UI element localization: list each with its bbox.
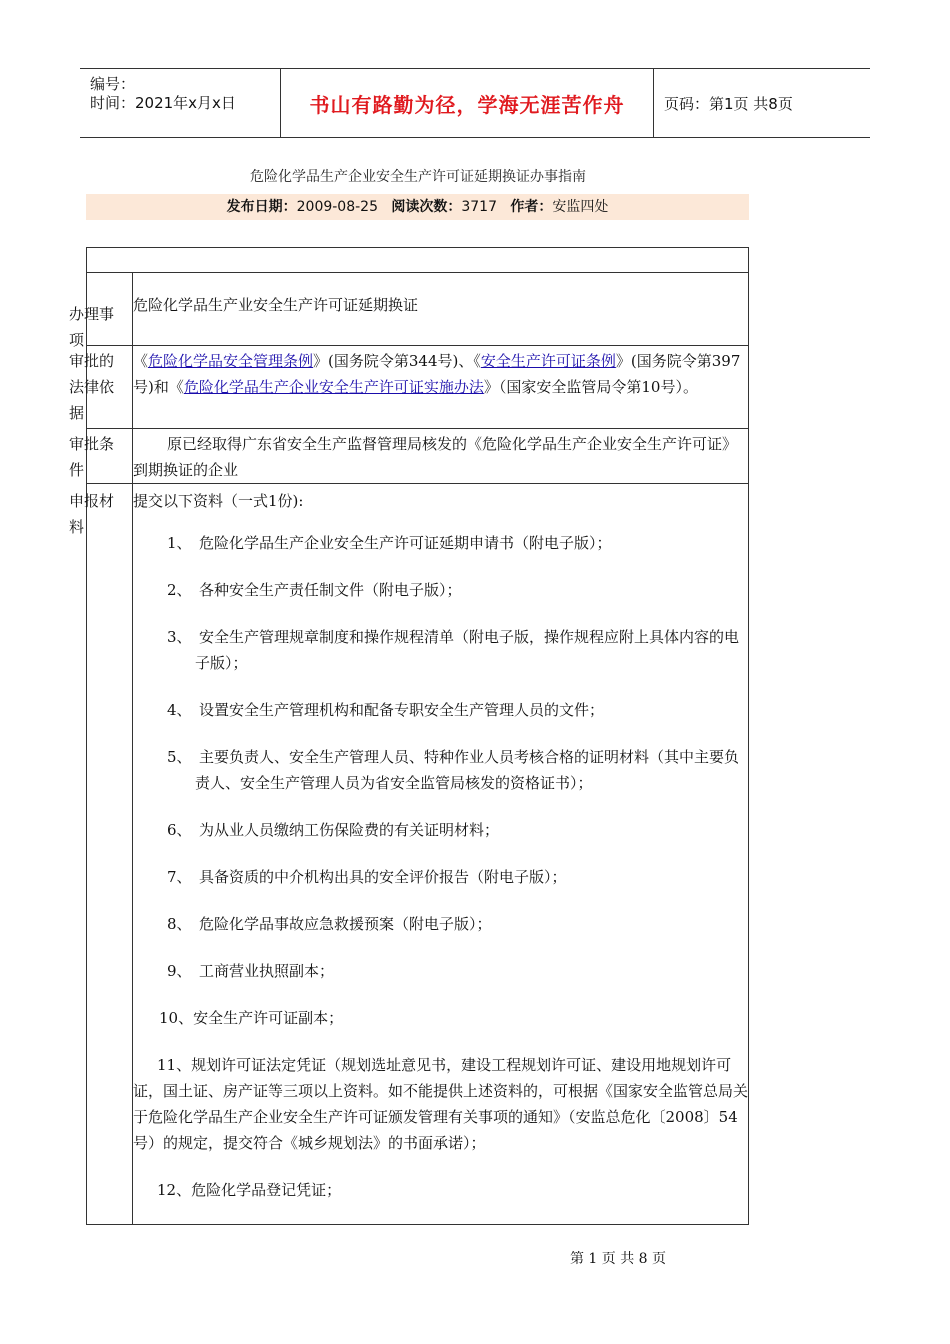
- number-label: 编号：: [90, 75, 136, 93]
- table-row: [87, 484, 749, 1225]
- materials-value-cell: [133, 484, 749, 1225]
- regulation-link-hazardous-chemicals[interactable]: 危险化学品安全管理条例: [148, 352, 314, 370]
- regulation-link-implementation-measures[interactable]: 危险化学品生产企业安全生产许可证实施办法: [183, 378, 484, 396]
- list-item: 7、 具备资质的中介机构出具的安全评价报告（附电子版）；: [167, 868, 567, 886]
- publish-label: 发布日期：: [226, 199, 297, 215]
- table-row: [87, 429, 749, 484]
- conditions-label-cell: [69, 429, 133, 484]
- basis-text-part: 》(国务院令第397号)和《: [133, 352, 741, 396]
- list-item: 1、 危险化学品生产企业安全生产许可证延期申请书（附电子版）；: [167, 534, 612, 552]
- publish-info-bar: [86, 194, 749, 220]
- materials-intro: 提交以下资料（一式1份):: [133, 492, 304, 510]
- page-header: [80, 68, 870, 138]
- basis-text-part: 》（国家安全监管局令第10号）。: [483, 378, 698, 396]
- matter-value-cell: [133, 273, 749, 346]
- publish-date: 2009-08-25: [296, 199, 378, 215]
- basis-value-cell: [133, 346, 749, 429]
- matter-value: 危险化学品生产业安全生产许可证延期换证: [133, 296, 419, 314]
- list-item: 9、 工商营业执照副本；: [167, 962, 335, 980]
- page-code: 页码：第1页 共8页: [664, 94, 793, 113]
- list-item: 2、 各种安全生产责任制文件（附电子版）；: [167, 581, 462, 599]
- table-blank-row: [87, 248, 749, 273]
- guide-table: [69, 247, 749, 1225]
- conditions-value-cell: [133, 429, 749, 484]
- basis-label: 审批的法律依据: [69, 352, 115, 422]
- read-count: 3717: [461, 199, 497, 215]
- materials-label-cell: [69, 484, 133, 1225]
- basis-label-cell: [69, 346, 133, 429]
- list-item: 6、 为从业人员缴纳工伤保险费的有关证明材料；: [167, 821, 500, 839]
- conditions-value: 原已经取得广东省安全生产监督管理局核发的《危险化学品生产企业安全生产许可证》到期换证的企业: [133, 435, 738, 479]
- basis-text-part: 《: [133, 352, 149, 370]
- table-row: [87, 346, 749, 429]
- table-row: [87, 273, 749, 346]
- author-name: 安监四处: [552, 199, 609, 215]
- materials-label: 申报材料: [69, 492, 115, 536]
- page-footer: 第 1 页 共 8 页: [569, 1251, 667, 1267]
- header-motto-cell: [281, 69, 654, 137]
- conditions-label: 审批条件: [69, 435, 115, 479]
- regulation-link-safety-license[interactable]: 安全生产许可证条例: [480, 352, 616, 370]
- list-item: 11、规划许可证法定凭证（规划选址意见书，建设工程规划许可证、建设用地规划许可证，国土证、房产证等三项以上资料。如不能提供上述资料的，可根据《国家安全监管总局关于危险化学品生产企业安全生产许可证颁发管理有关事项的通知》（安监总危化〔2008〕54号）的规定，提交符合《城乡规划法》的书面承诺）；: [133, 1056, 749, 1152]
- motto-text: 书山有路勤为径，学海无涯苦作舟: [309, 92, 625, 117]
- list-item: 3、 安全生产管理规章制度和操作规程清单（附电子版，操作规程应附上具体内容的电子版）；: [167, 628, 740, 672]
- matter-label-cell: [69, 273, 133, 349]
- time-label: 时间：2021年x月x日: [90, 94, 236, 112]
- header-meta-cell: [80, 69, 281, 137]
- list-item: 4、 设置安全生产管理机构和配备专职安全生产管理人员的文件；: [167, 701, 605, 719]
- list-item: 5、 主要负责人、安全生产管理人员、特种作业人员考核合格的证明材料（其中主要负责人、安全生产管理人员为省安全监管局核发的资格证书）；: [167, 748, 740, 792]
- author-label: 作者：: [510, 199, 553, 215]
- basis-text-part: 》(国务院令第344号)、《: [313, 352, 481, 370]
- header-page-cell: [654, 69, 870, 137]
- list-item: 12、危险化学品登记凭证；: [157, 1181, 342, 1199]
- document-title: 危险化学品生产企业安全生产许可证延期换证办事指南: [250, 169, 586, 185]
- list-item: 10、安全生产许可证副本；: [159, 1009, 344, 1027]
- matter-label: 办理事项: [69, 305, 115, 349]
- read-count-label: 阅读次数：: [391, 199, 462, 215]
- list-item: 8、 危险化学品事故应急救援预案（附电子版）；: [167, 915, 492, 933]
- basis-text: [133, 348, 748, 400]
